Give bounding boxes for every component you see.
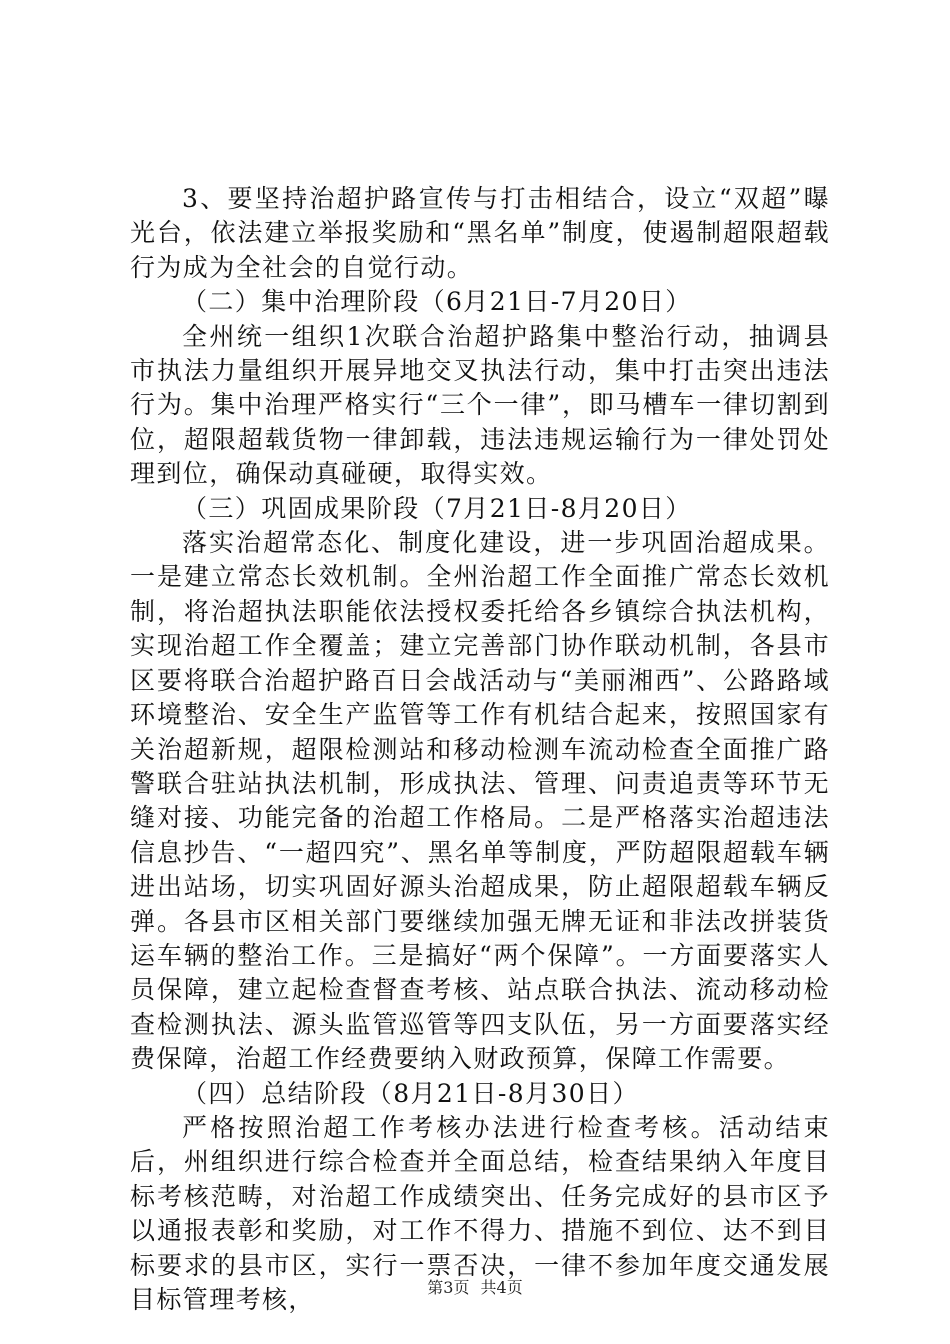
paragraph-phase-2: 全州统一组织1次联合治超护路集中整治行动，抽调县市执法力量组织开展异地交叉执法行动，集中打击突出违法行为。集中治理严格实行“三个一律”，即马槽车一律切割到位，超限超载货物一律卸载，违法违规运输行为一律处罚处理到位，确保动真碰硬，取得实效。 bbox=[130, 321, 830, 489]
section-heading-phase-3: （三）巩固成果阶段（7月21日-8月20日） bbox=[182, 493, 692, 523]
paragraph-point-3: 3、要坚持治超护路宣传与打击相结合，设立“双超”曝光台，依法建立举报奖励和“黑名单”制度，使遏制超限超载行为成为全社会的自觉行动。 bbox=[130, 184, 830, 282]
document-body bbox=[130, 182, 830, 1317]
page-total: 共4页 bbox=[480, 1278, 523, 1297]
paragraph-phase-3: 落实治超常态化、制度化建设，进一步巩固治超成果。一是建立常态长效机制。全州治超工作全面推广常态长效机制，将治超执法职能依法授权委托给各乡镇综合执法机构，实现治超工作全覆盖；建立完善部门协作联动机制，各县市区要将联合治超护路百日会战活动与“美丽湘西”、公路路域环境整治、安全生产监管等工作有机结合起来，按照国家有关治超新规，超限检测站和移动检测车流动检查全面推广路警联合驻站执法机制，形成执法、管理、问责追责等环节无缝对接、功能完备的治超工作格局。二是严格落实治超违法信息抄告、“一超四究”、黑名单等制度，严防超限超载车辆进出站场，切实巩固好源头治超成果，防止超限超载车辆反弹。各县市区相关部门要继续加强无牌无证和非法改拼装货运车辆的整治工作。三是搞好“两个保障”。一方面要落实人员保障，建立起检查督查考核、站点联合执法、流动移动检查检测执法、源头监管巡管等四支队伍，另一方面要落实经费保障，治超工作经费要纳入财政预算，保障工作需要。 bbox=[130, 528, 830, 1074]
page-footer bbox=[0, 1278, 950, 1298]
section-heading-phase-2: （二）集中治理阶段（6月21日-7月20日） bbox=[182, 287, 692, 317]
paragraph-phase-4: 严格按照治超工作考核办法进行检查考核。活动结束后，州组织进行综合检查并全面总结，检查结果纳入年度目标考核范畴，对治超工作成绩突出、任务完成好的县市区予以通报表彰和奖励，对工作不得力、措施不到位、达不到目标要求的县市区，实行一票否决，一律不参加年度交通发展目标管理考核， bbox=[130, 1112, 830, 1314]
section-heading-phase-4: （四）总结阶段（8月21日-8月30日） bbox=[182, 1078, 639, 1108]
page-number: 第3页 bbox=[427, 1278, 470, 1297]
